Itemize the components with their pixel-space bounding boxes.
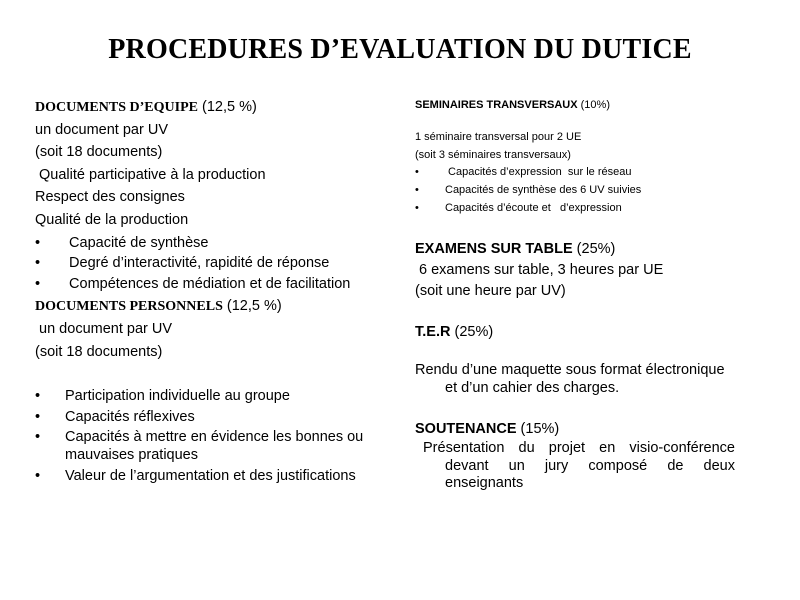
text-line: (soit une heure par UV) <box>415 283 566 299</box>
text-line: 6 examens sur table, 3 heures par UE <box>415 262 664 278</box>
text-line: (soit 18 documents) <box>35 144 163 161</box>
bullet-icon: • <box>35 429 41 446</box>
ter-section <box>415 322 735 397</box>
ter-heading: T.E.R <box>415 324 451 340</box>
list-item: • Capacités d’expression sur le réseau <box>415 164 735 181</box>
bullet-icon: • <box>35 388 41 405</box>
text-line: (soit 3 séminaires transversaux) <box>415 149 571 161</box>
left-column <box>35 96 375 488</box>
seminars-heading: SEMINAIRES TRANSVERSAUX <box>415 99 578 111</box>
defense-description: Présentation du projet en visio-conférence devant un jury composé de deux enseignants <box>423 440 735 491</box>
bullet-icon: • <box>35 275 41 292</box>
list-item: • Capacités réflexives <box>35 408 195 425</box>
defense-heading: SOUTENANCE <box>415 421 517 437</box>
text-line: Qualité de la production <box>35 211 189 228</box>
list-item: • Capacités à mettre en évidence les bonnes ou mauvaises pratiques <box>35 429 364 464</box>
bullet-icon: • <box>35 234 41 251</box>
team-documents-header <box>35 96 375 119</box>
list-item: • Capacité de synthèse <box>35 234 209 251</box>
team-documents-heading: DOCUMENTS D’EQUIPE <box>35 100 198 115</box>
seminars-header <box>415 96 735 114</box>
bullet-icon: • <box>415 202 419 214</box>
bullet-icon: • <box>415 184 419 196</box>
defense-weight: (15%) <box>520 421 560 437</box>
exams-weight: (25%) <box>576 241 616 257</box>
personal-documents-weight: (12,5 %) <box>226 298 282 315</box>
right-column <box>415 96 735 493</box>
exams-heading: EXAMENS SUR TABLE <box>415 241 573 257</box>
seminars-section <box>415 96 735 217</box>
list-item: • Degré d’interactivité, rapidité de réponse <box>35 255 330 272</box>
bullet-icon: • <box>415 166 419 178</box>
list-item: • Capacités d’écoute et d’expression <box>415 200 735 217</box>
text-line: Qualité participative à la production <box>35 166 266 183</box>
team-documents-weight: (12,5 %) <box>202 99 257 115</box>
exams-section <box>415 239 735 302</box>
bullet-icon: • <box>35 408 41 425</box>
text-line: (soit 18 documents) <box>35 343 163 360</box>
list-item: • Compétences de médiation et de facilitation <box>35 275 351 292</box>
text-line: Respect des consignes <box>35 189 185 206</box>
seminars-weight: (10%) <box>580 99 610 111</box>
list-item: • Valeur de l’argumentation et des justifications <box>35 467 356 484</box>
bullet-icon: • <box>35 255 41 272</box>
text-line: un document par UV <box>35 320 173 337</box>
defense-header <box>415 419 735 440</box>
ter-weight: (25%) <box>454 324 494 340</box>
list-item: • Participation individuelle au groupe <box>35 388 290 405</box>
text-line: un document par UV <box>35 121 168 138</box>
defense-section <box>415 419 735 493</box>
personal-documents-header <box>35 295 375 318</box>
ter-header <box>415 322 735 343</box>
list-item: • Capacités de synthèse des 6 UV suivies <box>415 182 735 199</box>
ter-description: Rendu d’une maquette sous format électronique et d’un cahier des charges. <box>415 362 725 396</box>
personal-documents-heading: DOCUMENTS PERSONNELS <box>35 299 223 315</box>
text-line: 1 séminaire transversal pour 2 UE <box>415 131 582 143</box>
exams-header <box>415 239 735 260</box>
page-title: PROCEDURES D’EVALUATION DU DUTICE <box>108 34 692 65</box>
bullet-icon: • <box>35 467 41 484</box>
